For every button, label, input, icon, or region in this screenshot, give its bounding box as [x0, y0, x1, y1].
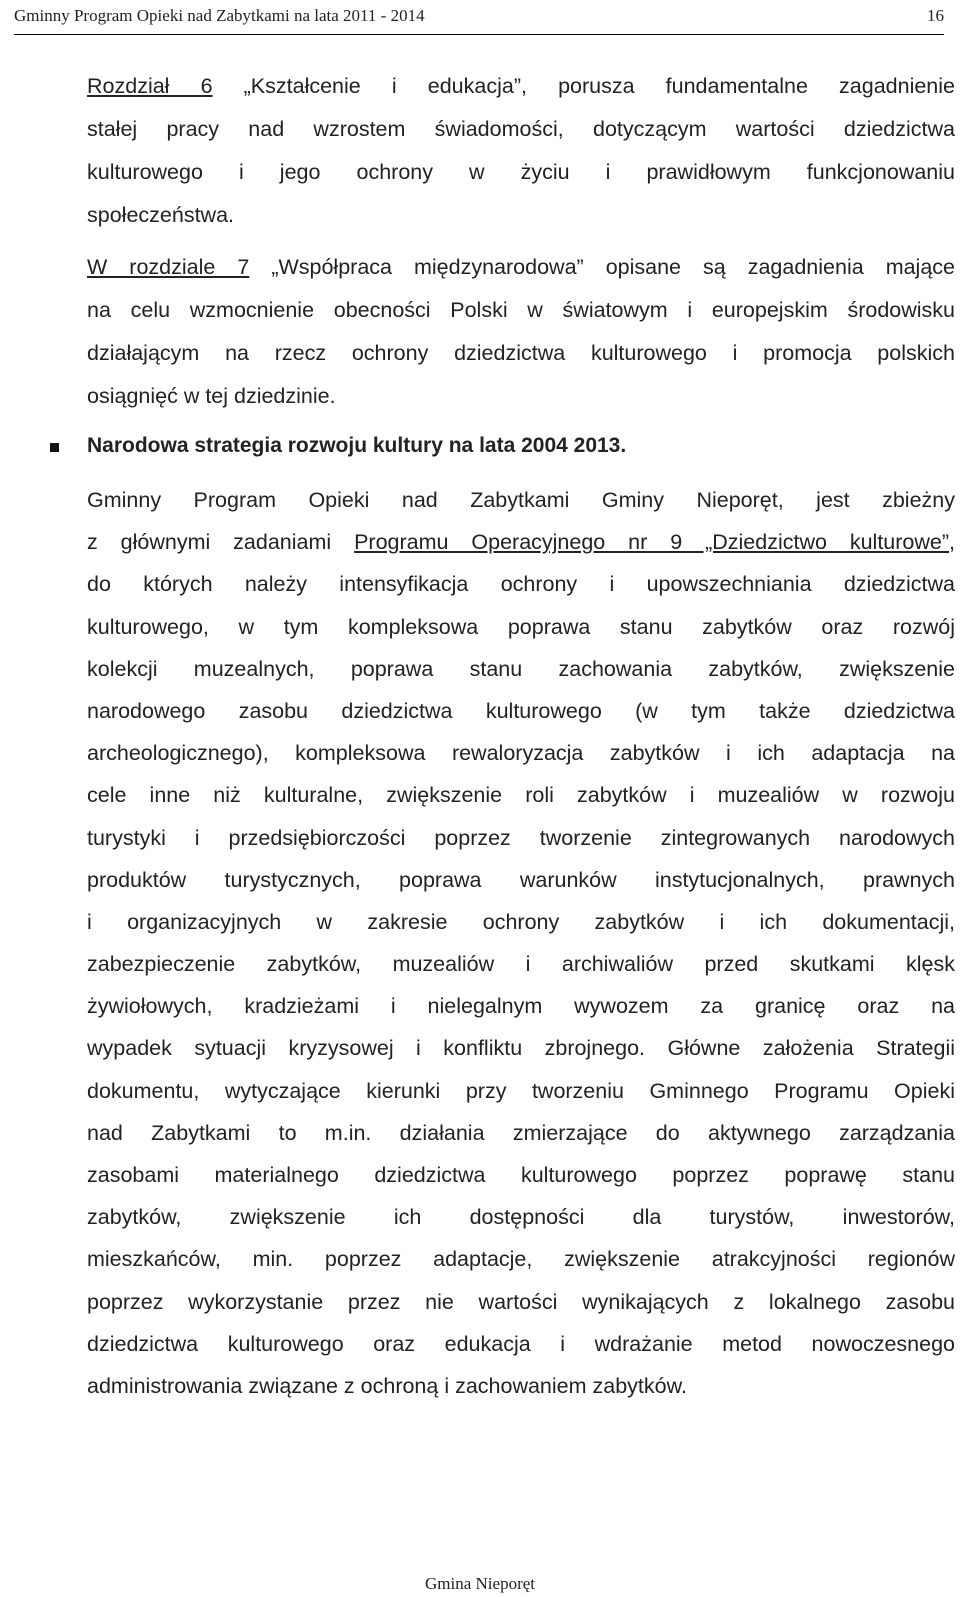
paragraph-line: mieszkańców, min. poprzez adaptacje, zwiększenie atrakcyjności regionów [87, 1247, 955, 1272]
program-reference: Programu Operacyjnego nr 9 „Dziedzictwo kulturowe” [354, 530, 950, 555]
paragraph-line: stałej pracy nad wzrostem świadomości, dotyczącym wartości dziedzictwa [87, 117, 955, 141]
paragraph-line: turystyki i przedsiębiorczości poprzez tworzenie zintegrowanych narodowych [87, 825, 955, 850]
paragraph-line: kulturowego, w tym kompleksowa poprawa stanu zabytków oraz rozwój [87, 614, 955, 639]
paragraph-line: do których należy intensyfikacja ochrony i upowszechniania dziedzictwa [87, 572, 955, 597]
paragraph-strategy [87, 485, 955, 1413]
paragraph-line [87, 71, 955, 114]
paragraph-line: nad Zabytkami to m.in. działania zmierzające do aktywnego zarządzania [87, 1120, 955, 1145]
paragraph-line: dokumentu, wytyczające kierunki przy tworzeniu Gminnego Programu Opieki [87, 1078, 955, 1103]
bullet-heading: Narodowa strategia rozwoju kultury na lata 2004 2013. [87, 434, 627, 457]
paragraph-line: administrowania związane z ochroną i zachowaniem zabytków. [87, 1373, 687, 1398]
paragraph-line: zasobami materialnego dziedzictwa kulturowego poprzez poprawę stanu [87, 1163, 955, 1187]
paragraph-line: społeczeństwa. [87, 203, 234, 227]
line-text: z głównymi zadaniami [87, 530, 355, 555]
paragraph-line: kulturowego i jego ochrony w życiu i prawidłowym funkcjonowaniu [87, 160, 955, 184]
paragraph-line: produktów turystycznych, poprawa warunków instytucjonalnych, prawnych [87, 867, 955, 892]
paragraph-line: działającym na rzecz ochrony dziedzictwa kulturowego i promocja polskich [87, 341, 955, 365]
page-number: 16 [927, 6, 944, 25]
square-bullet-icon [50, 443, 59, 452]
line-text: , [949, 530, 955, 555]
paragraph-line: zabezpieczenie zabytków, muzealiów i archiwaliów przed skutkami klęsk [87, 952, 955, 977]
paragraph-line: dziedzictwa kulturowego oraz edukacja i wdrażanie metod nowoczesnego [87, 1331, 955, 1356]
paragraph-chapter-7 [87, 252, 955, 424]
paragraph-line: wypadek sytuacji kryzysowej i konfliktu zbrojnego. Główne założenia Strategii [87, 1036, 955, 1061]
paragraph-line [87, 527, 955, 569]
chapter-reference: Rozdział 6 [87, 74, 213, 98]
paragraph-line: cele inne niż kulturalne, zwiększenie roli zabytków i muzealiów w rozwoju [87, 783, 955, 808]
paragraph-line: żywiołowych, kradzieżami i nielegalnym wywozem za granicę oraz na [87, 994, 955, 1019]
paragraph-line: i organizacyjnych w zakresie ochrony zabytków i ich dokumentacji, [87, 909, 955, 934]
page-header [14, 0, 944, 35]
paragraph-line: narodowego zasobu dziedzictwa kulturowego (w tym także dziedzictwa [87, 698, 955, 723]
paragraph-chapter-6 [87, 71, 955, 243]
page-footer: Gmina Nieporęt [425, 1574, 535, 1593]
paragraph-line: zabytków, zwiększenie ich dostępności dla turystów, inwestorów, [87, 1205, 955, 1230]
line-text: „Kształcenie i edukacja”, porusza fundamentalne zagadnienie [212, 74, 955, 98]
paragraph-line: na celu wzmocnienie obecności Polski w światowym i europejskim środowisku [87, 298, 955, 322]
paragraph-line: osiągnięć w tej dziedzinie. [87, 384, 336, 408]
paragraph-line: Gminny Program Opieki nad Zabytkami Gminy Nieporęt, jest zbieżny [87, 488, 955, 512]
document-title: Gminny Program Opieki nad Zabytkami na lata 2011 - 2014 [14, 6, 425, 25]
line-text: „Współpraca międzynarodowa” opisane są zagadnienia mające [249, 255, 955, 279]
paragraph-line: poprzez wykorzystanie przez nie wartości wynikających z lokalnego zasobu [87, 1289, 955, 1314]
chapter-reference: W rozdziale 7 [87, 255, 250, 279]
paragraph-line: archeologicznego), kompleksowa rewaloryzacja zabytków i ich adaptacja na [87, 741, 955, 766]
paragraph-line: kolekcji muzealnych, poprawa stanu zachowania zabytków, zwiększenie [87, 656, 955, 681]
paragraph-line [87, 252, 955, 295]
